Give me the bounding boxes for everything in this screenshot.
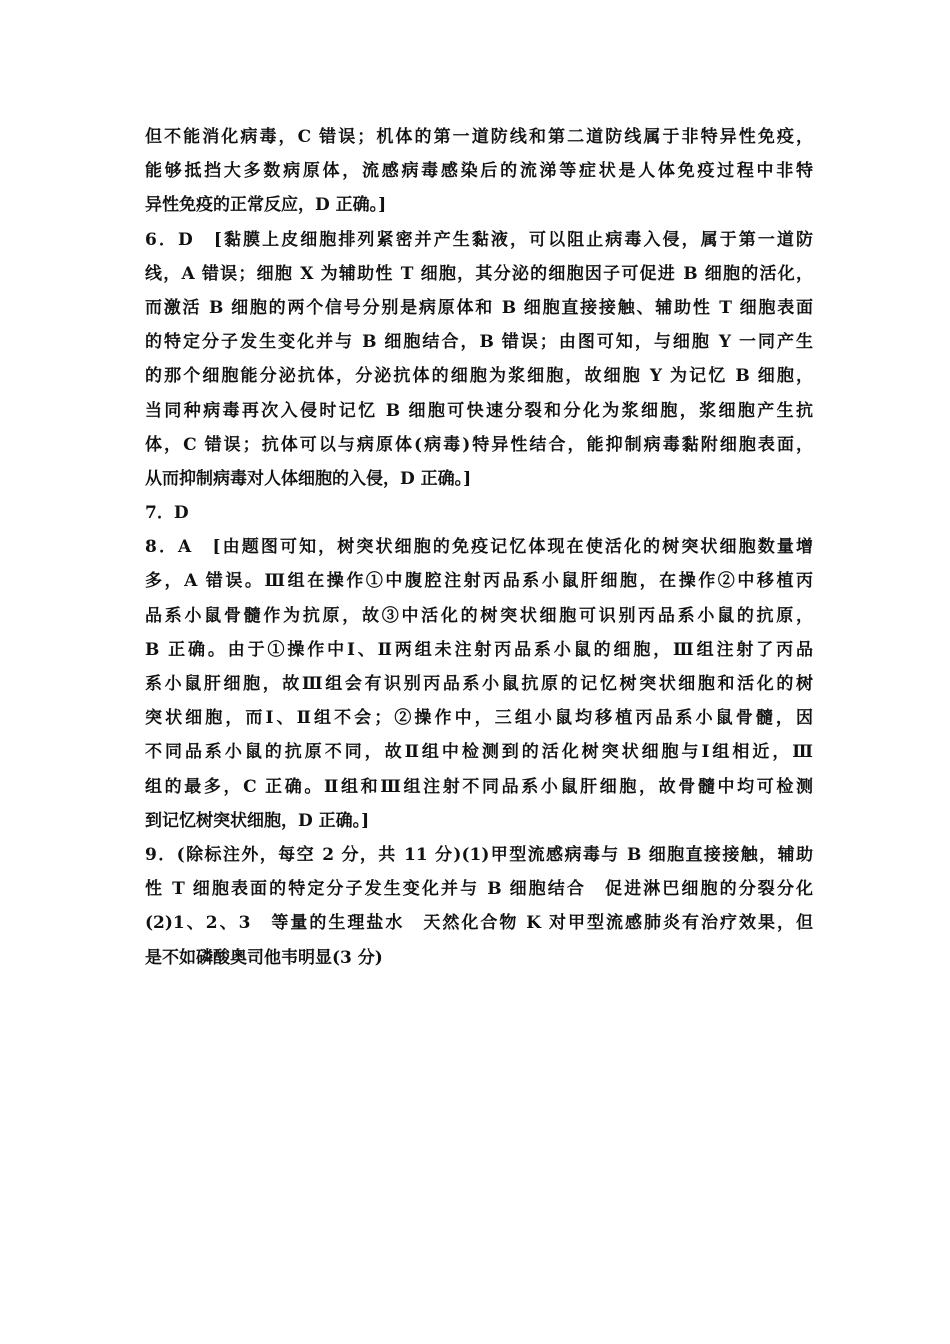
text-line: 异性免疫的正常反应，D 正确。] [145, 195, 387, 216]
text-line: 当同种病毒再次入侵时记忆 B 细胞可快速分裂和分化为浆细胞，浆细胞产生抗 [145, 400, 813, 421]
text-line: 的特定分子发生变化并与 B 细胞结合，B 错误；由图可知，与细胞 Y 一同产生 [145, 332, 813, 353]
text-line: (2)1、2、3 等量的生理盐水 天然化合物 K 对甲型流感肺炎有治疗效果，但 [145, 913, 813, 934]
text-line: 是不如磷酸奥司他韦明显(3 分) [145, 947, 383, 968]
text-line: 8．A [由题图可知，树突状细胞的免疫记忆体现在使活化的树突状细胞数量增 [145, 537, 813, 558]
text-line: 而激活 B 细胞的两个信号分别是病原体和 B 细胞直接接触、辅助性 T 细胞表面 [145, 297, 813, 318]
text-line: 品系小鼠骨髓作为抗原，故③中活化的树突状细胞可识别丙品系小鼠的抗原， [145, 605, 813, 626]
text-line: 9．(除标注外，每空 2 分，共 11 分)(1)甲型流感病毒与 B 细胞直接接触，辅助 [145, 844, 813, 865]
text-line: 但不能消化病毒，C 错误；机体的第一道防线和第二道防线属于非特异性免疫， [145, 127, 813, 147]
text-line: 突状细胞，而Ⅰ、Ⅱ组不会；②操作中，三组小鼠均移植丙品系小鼠骨髓，因 [145, 708, 813, 729]
text-line: 性 T 细胞表面的特定分子发生变化并与 B 细胞结合 促进淋巴细胞的分裂分化 [145, 879, 813, 900]
text-line: 6．D [黏膜上皮细胞排列紧密并产生黏液，可以阻止病毒入侵，属于第一道防 [145, 229, 813, 250]
text-line: 系小鼠肝细胞，故Ⅲ组会有识别丙品系小鼠抗原的记忆树突状细胞和活化的树 [145, 674, 813, 694]
text-line: 线，A 错误；细胞 X 为辅助性 T 细胞，其分泌的细胞因子可促进 B 细胞的活化， [145, 263, 813, 284]
text-line: 体，C 错误；抗体可以与病原体(病毒)特异性结合，能抑制病毒黏附细胞表面， [145, 434, 813, 455]
text-line: 多，A 错误。Ⅲ组在操作①中腹腔注射丙品系小鼠肝细胞，在操作②中移植丙 [145, 571, 813, 592]
text-line: 组的最多，C 正确。Ⅱ组和Ⅲ组注射不同品系小鼠肝细胞，故骨髓中均可检测 [145, 776, 813, 797]
text-line: 到记忆树突状细胞，D 正确。] [145, 810, 370, 831]
text-line: B 正确。由于①操作中Ⅰ、Ⅱ两组未注射丙品系小鼠的细胞，Ⅲ组注射了丙品 [145, 639, 813, 660]
text-line: 7．D [145, 503, 189, 524]
text-line: 不同品系小鼠的抗原不同，故Ⅱ组中检测到的活化树突状细胞与Ⅰ组相近，Ⅲ [145, 742, 813, 763]
text-line: 能够抵挡大多数病原体，流感病毒感染后的流涕等症状是人体免疫过程中非特 [145, 161, 813, 182]
text-line: 从而抑制病毒对人体细胞的入侵，D 正确。] [145, 468, 472, 489]
answer-text-block [145, 120, 813, 975]
text-line: 的那个细胞能分泌抗体，分泌抗体的细胞为浆细胞，故细胞 Y 为记忆 B 细胞， [145, 366, 813, 387]
